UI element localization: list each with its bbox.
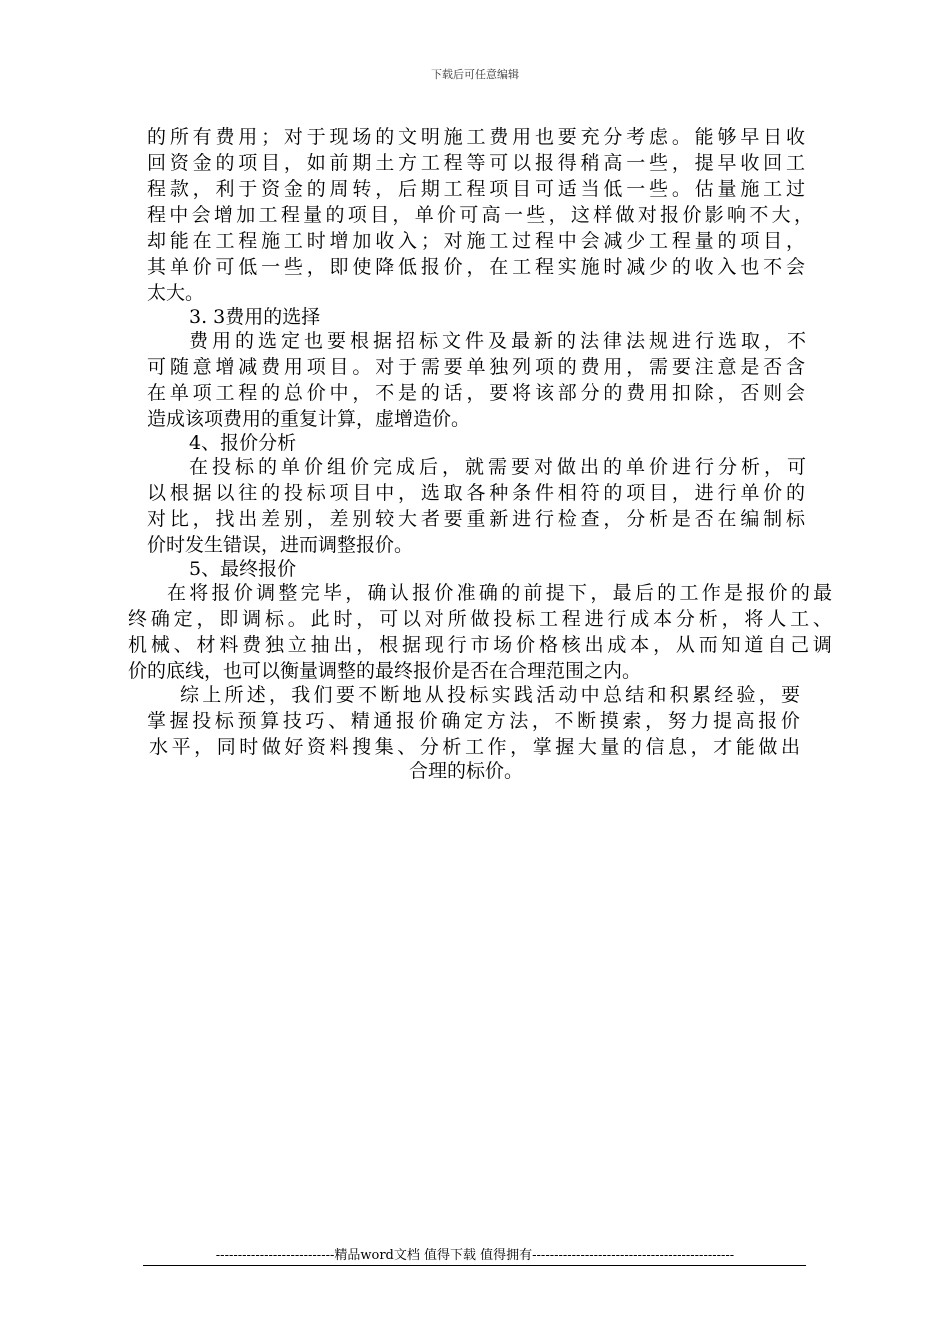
section-heading: 5、最终报价 — [189, 558, 297, 580]
paragraph-line: 程中会增加工程量的项目，单价可高一些，这样做对报价影响不大， — [147, 204, 817, 226]
paragraph-line: 回资金的项目，如前期土方工程等可以报得稍高一些，提早收回工 — [147, 152, 809, 174]
paragraph-line: 以根据以往的投标项目中，选取各种条件相符的项目，进行单价的 — [147, 482, 809, 504]
paragraph-line: 在单项工程的总价中，不是的话，要将该部分的费用扣除，否则会 — [147, 382, 809, 404]
footer-rule — [143, 1265, 806, 1266]
paragraph-line: 程款，利于资金的周转，后期工程项目可适当低一些。估量施工过 — [147, 178, 809, 200]
paragraph-line: 综上所述，我们要不断地从投标实践活动中总结和积累经验，要 — [180, 684, 804, 706]
paragraph-line: 可随意增减费用项目。对于需要单独列项的费用，需要注意是否含 — [147, 356, 809, 378]
paragraph-line: 价时发生错误，进而调整报价。 — [147, 534, 414, 556]
paragraph-line: 价的底线，也可以衡量调整的最终报价是否在合理范围之内。 — [128, 660, 642, 682]
paragraph-line: 合理的标价。 — [409, 760, 524, 782]
paragraph-line: 其单价可低一些，即使降低报价，在工程实施时减少的收入也不会 — [147, 256, 809, 278]
paragraph-line: 太大。 — [147, 282, 205, 304]
paragraph-line: 在投标的单价组价完成后，就需要对做出的单价进行分析，可 — [189, 456, 811, 478]
paragraph-line: 终确定，即调标。此时，可以对所做投标工程进行成本分析，将人工、 — [128, 608, 836, 630]
paragraph-line: 造成该项费用的重复计算，虚增造价。 — [147, 408, 471, 430]
section-heading: 4、报价分析 — [189, 432, 297, 454]
paragraph-line: 对比，找出差别，差别较大者要重新进行检查，分析是否在编制标 — [147, 508, 809, 530]
paragraph-line: 水平，同时做好资料搜集、分析工作，掌握大量的信息，才能做出 — [149, 736, 804, 758]
paragraph-line: 掌握投标预算技巧、精通报价确定方法，不断摸索，努力提高报价 — [147, 710, 804, 732]
paragraph-line: 在将报价调整完毕，确认报价准确的前提下，最后的工作是报价的最 — [167, 582, 836, 604]
paragraph-line: 却能在工程施工时增加收入；对施工过程中会减少工程量的项目， — [147, 230, 809, 252]
section-heading: 3. 3费用的选择 — [189, 306, 321, 328]
paragraph-line: 费用的选定也要根据招标文件及最新的法律法规进行选取，不 — [189, 330, 811, 352]
page-header: 下载后可任意编辑 — [431, 68, 519, 81]
page-footer: ---------------------------精品word文档 值得下载 值得拥有---------------------------------------------- — [215, 1248, 735, 1263]
paragraph-line: 的所有费用；对于现场的文明施工费用也要充分考虑。能够早日收 — [147, 126, 809, 148]
paragraph-line: 机械、材料费独立抽出，根据现行市场价格核出成本，从而知道自己调 — [128, 634, 836, 656]
